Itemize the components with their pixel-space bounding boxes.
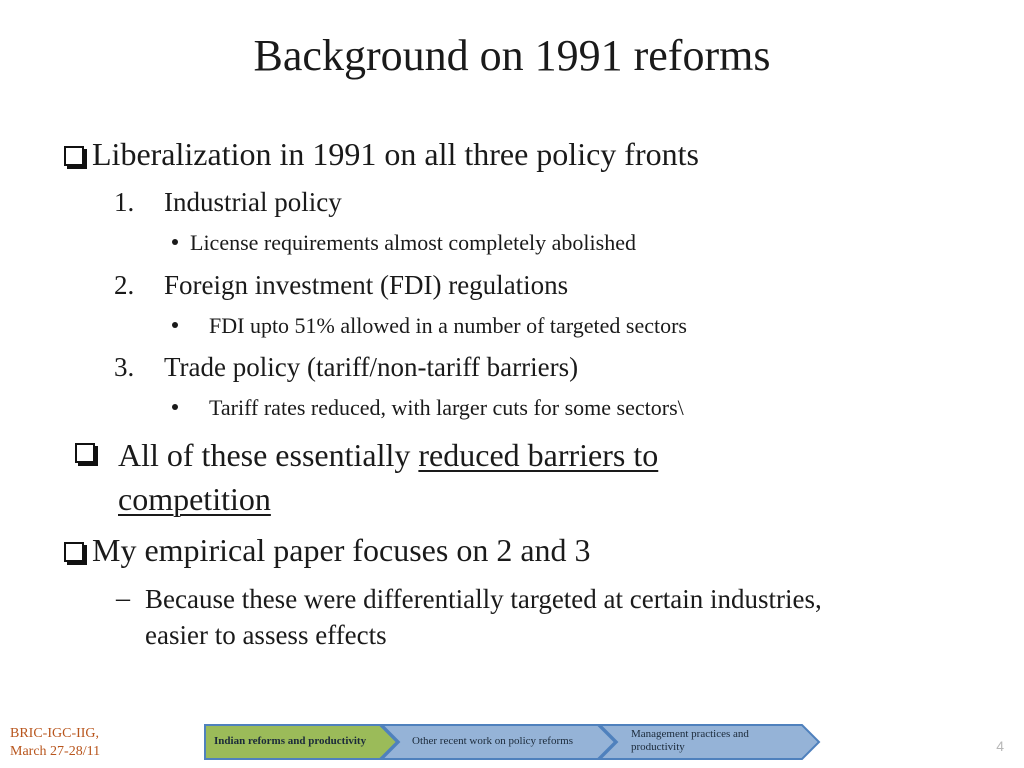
footer-conference [10,725,100,761]
footer-line: March 27-28/11 [10,744,101,759]
item-number: 1. [114,187,135,217]
dash-bullet: – [116,583,130,614]
sub-bullet-line1: Because these were differentially targeted at certain industries, [145,584,822,614]
nav-item-management[interactable] [631,728,749,754]
checkbox-bullet-icon [64,146,84,166]
checkbox-bullet-icon [64,542,84,562]
bullet-dot-icon [172,322,178,328]
bullet-dot-icon [172,239,178,245]
nav-item-line: Management practices and [631,728,749,740]
slide-title: Background on 1991 reforms [253,31,771,80]
section-navigation [204,723,824,766]
item-industrial-policy: Industrial policy [164,187,342,217]
bullet-liberalization [64,134,699,174]
emphasis-text: reduced barriers to [418,437,659,473]
bullet-dot-icon [172,404,178,410]
bullet-empirical-paper [64,530,591,570]
bullet-text: All of these essentially [118,437,419,473]
checkbox-bullet-icon [75,443,95,463]
sub-item-fdi: FDI upto 51% allowed in a number of targeted sectors [209,313,687,338]
sub-item-license: License requirements almost completely abolished [190,230,636,255]
page-number: 4 [996,738,1004,754]
bullet-text: My empirical paper focuses on 2 and 3 [92,532,591,568]
sub-item-tariff: Tariff rates reduced, with larger cuts for some sectors\ [209,395,684,420]
item-number: 2. [114,270,135,300]
item-number: 3. [114,352,135,382]
nav-item-other-work[interactable]: Other recent work on policy reforms [412,735,573,747]
item-foreign-investment: Foreign investment (FDI) regulations [164,270,569,300]
bullet-reduced-barriers [118,433,658,477]
nav-item-line: productivity [631,741,685,753]
footer-line: BRIC-IGC-IIG, [10,726,100,741]
nav-item-indian-reforms[interactable]: Indian reforms and productivity [214,735,367,747]
bullet-reduced-barriers-cont [118,477,271,521]
bullet-text: Liberalization in 1991 on all three policy fronts [92,136,699,172]
sub-bullet-line2: easier to assess effects [145,620,387,650]
emphasis-text: competition [118,481,271,517]
item-trade-policy: Trade policy (tariff/non-tariff barriers) [164,352,579,382]
